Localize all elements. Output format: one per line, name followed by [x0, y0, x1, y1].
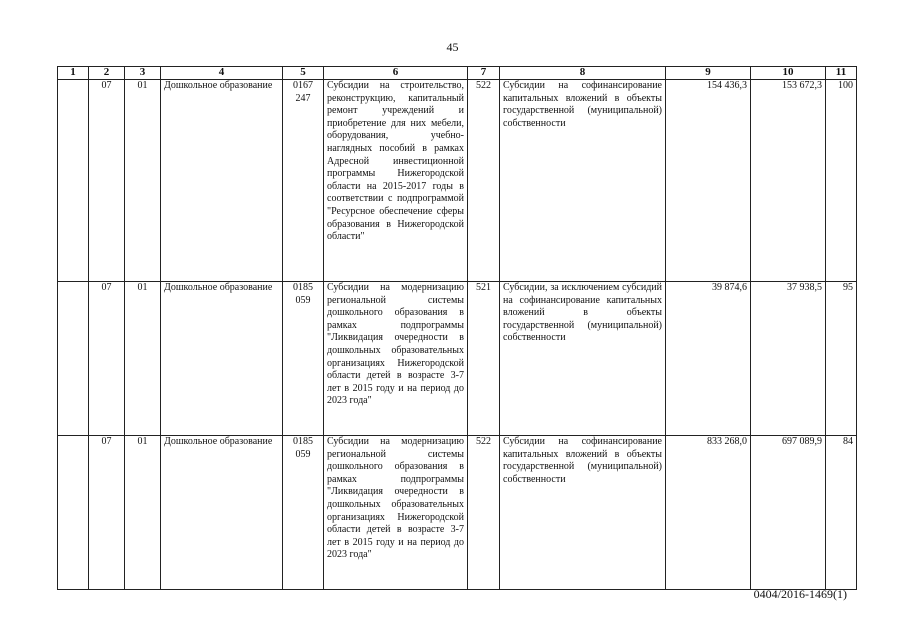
budget-table — [57, 66, 857, 590]
subsidy-description-cell: Субсидии на строительство, реконструкцию, капитальный ремонт учреждений и приобретение для них мебели, оборудования, учебно-наглядных пособий в рамках Адресной инвестиционной программы Нижегородской области на 2015-2017 годы в соответствии с подпрограммой "Ресурсное обеспечение сферы образования в Нижегородской области" — [324, 80, 468, 282]
column-header: 6 — [324, 67, 468, 80]
row-number-cell — [58, 436, 89, 590]
column-header: 10 — [751, 67, 826, 80]
execution-percent-cell: 95 — [826, 282, 857, 436]
subsection-code-cell: 01 — [125, 436, 161, 590]
section-code-cell: 07 — [89, 436, 125, 590]
expense-type-code-cell: 522 — [468, 80, 500, 282]
section-name-cell: Дошкольное образование — [161, 80, 283, 282]
table-row — [58, 282, 857, 436]
section-code-cell: 07 — [89, 80, 125, 282]
table-row — [58, 80, 857, 282]
target-article-cell: 0185 059 — [283, 436, 324, 590]
row-number-cell — [58, 282, 89, 436]
table-header-row — [58, 67, 857, 80]
expense-type-name-cell: Субсидии, за исключением субсидий на софинансирование капитальных вложений в объекты государственной (муниципальной) собственности — [500, 282, 666, 436]
subsection-code-cell: 01 — [125, 80, 161, 282]
expense-type-name-cell: Субсидии на софинансирование капитальных вложений в объекты государственной (муниципальной) собственности — [500, 80, 666, 282]
target-article-cell: 0185 059 — [283, 282, 324, 436]
section-name-cell: Дошкольное образование — [161, 436, 283, 590]
column-header: 2 — [89, 67, 125, 80]
subsection-code-cell: 01 — [125, 282, 161, 436]
column-header: 4 — [161, 67, 283, 80]
expense-type-code-cell: 521 — [468, 282, 500, 436]
section-code-cell: 07 — [89, 282, 125, 436]
column-header: 11 — [826, 67, 857, 80]
column-header: 5 — [283, 67, 324, 80]
target-article-cell: 0167 247 — [283, 80, 324, 282]
column-header: 1 — [58, 67, 89, 80]
actual-amount-cell: 153 672,3 — [751, 80, 826, 282]
actual-amount-cell: 697 089,9 — [751, 436, 826, 590]
execution-percent-cell: 100 — [826, 80, 857, 282]
subsidy-description-cell: Субсидии на модернизацию региональной системы дошкольного образования в рамках подпрограммы "Ликвидация очередности в дошкольных образовательных организациях Нижегородской области детей в возрасте 3-7 лет в 2015 году и на период до 2023 года" — [324, 436, 468, 590]
column-header: 3 — [125, 67, 161, 80]
row-number-cell — [58, 80, 89, 282]
actual-amount-cell: 37 938,5 — [751, 282, 826, 436]
section-name-cell: Дошкольное образование — [161, 282, 283, 436]
execution-percent-cell: 84 — [826, 436, 857, 590]
planned-amount-cell: 39 874,6 — [666, 282, 751, 436]
planned-amount-cell: 154 436,3 — [666, 80, 751, 282]
column-header: 7 — [468, 67, 500, 80]
subsidy-description-cell: Субсидии на модернизацию региональной системы дошкольного образования в рамках подпрограммы "Ликвидация очередности в дошкольных образовательных организациях Нижегородской области детей в возрасте 3-7 лет в 2015 году и на период до 2023 года" — [324, 282, 468, 436]
expense-type-code-cell: 522 — [468, 436, 500, 590]
expense-type-name-cell: Субсидии на софинансирование капитальных вложений в объекты государственной (муниципальной) собственности — [500, 436, 666, 590]
document-code: 0404/2016-1469(1) — [753, 587, 847, 601]
table-row — [58, 436, 857, 590]
planned-amount-cell: 833 268,0 — [666, 436, 751, 590]
column-header: 8 — [500, 67, 666, 80]
page-number: 45 — [446, 40, 459, 54]
column-header: 9 — [666, 67, 751, 80]
